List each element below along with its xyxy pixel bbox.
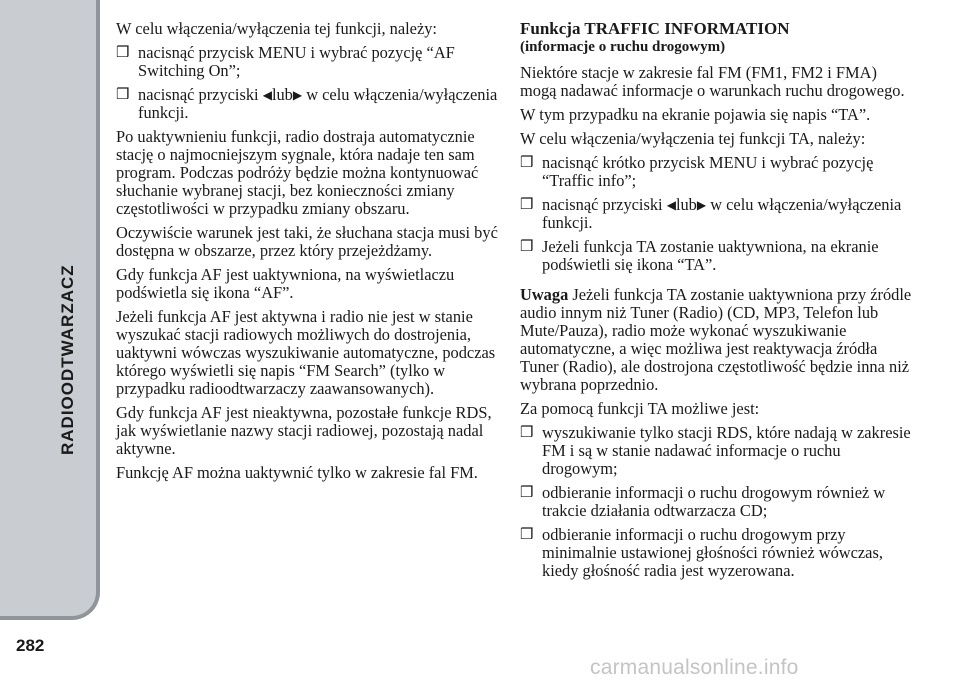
- list-item: [116, 44, 506, 80]
- note-paragraph: [520, 286, 915, 394]
- section-subheading: (informacje o ruchu drogowym): [520, 39, 726, 55]
- note-text: Jeżeli funkcja TA zostanie uaktywniona przy źródle audio innym niż Tuner (Radio) (CD, MP3, Telefon lub Mute/Pauza), radio może wykonać wyszukiwanie automatyczne, a więc możliwa jest reaktywacja źródła Tuner (Radio), ale dostrojona częstotliwość będzie inna niż wybrana poprzednio.: [520, 285, 912, 394]
- list-item: [520, 238, 915, 274]
- right-arrow-icon: ▶: [292, 88, 303, 102]
- checkbox-bullet-icon: ❒: [520, 239, 534, 255]
- list-item-text: lub: [675, 195, 697, 214]
- list-item-text: nacisnąć przyciski: [542, 195, 667, 214]
- paragraph: Oczywiście warunek jest taki, że słuchana stacja musi być dostępna w obszarze, przez który przejeżdżamy.: [116, 223, 498, 260]
- watermark: carmanualsonline.info: [590, 656, 799, 679]
- checkbox-bullet-icon: ❒: [116, 45, 130, 61]
- list-item-text: w celu włączenia/wyłączenia funkcji.: [138, 85, 498, 122]
- checkbox-bullet-icon: ❒: [520, 485, 534, 501]
- list-item-text: Jeżeli funkcja TA zostanie uaktywniona, na ekranie podświetli się ikona “TA”.: [542, 237, 879, 274]
- left-column: [116, 20, 506, 488]
- chapter-tab: [0, 0, 100, 620]
- paragraph: Za pomocą funkcji TA możliwe jest:: [520, 399, 760, 418]
- paragraph: Po uaktywnieniu funkcji, radio dostraja automatycznie stację o najmocniejszym sygnale, która nadaje ten sam program. Podczas podróży będzie można kontynuować słuchanie wybranej stacji, bez konieczności zmiany częstotliwości w przypadku zmiany obszaru.: [116, 127, 479, 218]
- list-item-text: nacisnąć przyciski: [138, 85, 263, 104]
- list-item: [520, 196, 915, 232]
- list-item: [520, 526, 915, 580]
- intro-text: W celu włączenia/wyłączenia tej funkcji, należy:: [116, 19, 437, 38]
- list-item-text: nacisnąć krótko przycisk MENU i wybrać pozycję “Traffic info”;: [542, 153, 874, 190]
- checkbox-bullet-icon: ❒: [520, 197, 534, 213]
- list-item-text: lub: [271, 85, 293, 104]
- right-column: [520, 20, 915, 586]
- section-label: RADIOODTWARZACZ: [58, 264, 77, 455]
- checkbox-bullet-icon: ❒: [116, 87, 130, 103]
- note-label: Uwaga: [520, 285, 569, 304]
- right-arrow-icon: ▶: [696, 198, 707, 212]
- list-item: [520, 154, 915, 190]
- left-arrow-icon: ◀: [666, 198, 676, 212]
- checkbox-bullet-icon: ❒: [520, 425, 534, 441]
- paragraph: W tym przypadku na ekranie pojawia się napis “TA”.: [520, 105, 871, 124]
- paragraph: W celu włączenia/wyłączenia tej funkcji TA, należy:: [520, 129, 866, 148]
- page-number: 282: [16, 636, 45, 655]
- list-item-text: w celu włączenia/wyłączenia funkcji.: [542, 195, 902, 232]
- list-item-text: odbieranie informacji o ruchu drogowym przy minimalnie ustawionej głośności również wówczas, kiedy głośność radia jest wyzerowana.: [542, 525, 883, 580]
- list-item-text: odbieranie informacji o ruchu drogowym również w trakcie działania odtwarzacza CD;: [542, 483, 886, 520]
- list-item: [116, 86, 506, 122]
- paragraph: Gdy funkcja AF jest nieaktywna, pozostałe funkcje RDS, jak wyświetlanie nazwy stacji radiowej, pozostają nadal aktywne.: [116, 403, 492, 458]
- paragraph: Jeżeli funkcja AF jest aktywna i radio nie jest w stanie wyszukać stacji radiowych możliwych do dostrojenia, uaktywni wówczas wyszukiwanie automatyczne, podczas którego wyświetli się napis “FM Search” (tylko w przypadku radioodtwarzaczy zaawansowanych).: [116, 307, 496, 398]
- list-item: [520, 424, 915, 478]
- paragraph: Funkcję AF można uaktywnić tylko w zakresie fal FM.: [116, 463, 478, 482]
- left-arrow-icon: ◀: [262, 88, 272, 102]
- section-heading: Funkcja TRAFFIC INFORMATION: [520, 19, 790, 38]
- list-item-text: wyszukiwanie tylko stacji RDS, które nadają w zakresie FM i są w stanie nadawać informacje o ruchu drogowym;: [542, 423, 911, 478]
- paragraph: Niektóre stacje w zakresie fal FM (FM1, FM2 i FMA) mogą nadawać informacje o warunkach ruchu drogowego.: [520, 63, 905, 100]
- checkbox-bullet-icon: ❒: [520, 155, 534, 171]
- checkbox-bullet-icon: ❒: [520, 527, 534, 543]
- list-item-text: nacisnąć przycisk MENU i wybrać pozycję “AF Switching On”;: [138, 43, 455, 80]
- paragraph: Gdy funkcja AF jest uaktywniona, na wyświetlaczu podświetla się ikona “AF”.: [116, 265, 455, 302]
- list-item: [520, 484, 915, 520]
